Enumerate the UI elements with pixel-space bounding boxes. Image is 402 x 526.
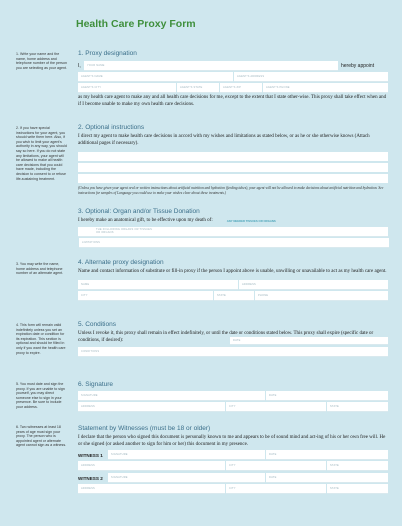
witness-1-date-field[interactable] [266,450,388,460]
witness-1-state-label: STATE [330,464,339,468]
alternate-city-field[interactable] [78,291,213,301]
witness-1-signature-field[interactable] [108,450,265,460]
section-1-heading: 1. Proxy designation [78,50,137,57]
following-organs-label: THE FOLLOWING ORGANS OR TISSUES OR ORGANS [96,227,153,234]
witness-text: I declare that the person who signed this document is personally known to me and appears to be of sound mind and act-ing of his or her own free will. He or she signed (or asked another to sign for him or her) this document in my presence. [78,435,386,447]
agent-city-field[interactable] [78,83,176,93]
signature-field[interactable] [78,391,265,401]
following-organs-field[interactable] [78,227,388,237]
signer-address-label: ADDRESS [81,405,95,408]
witness-2-state-field[interactable] [327,484,388,494]
section-2-italic-note: (Unless you have given your agent oral or written instructions about artificial nutrition and hydration (feeding tubes), your agent will not be allowed to make decisions about artificial nutrition and hydration. See instructions for samples of Language you could use to make your wishes clear about these treatments.) [78,186,384,195]
section-witnesses [78,425,388,494]
witness-1-state-field[interactable] [327,461,388,471]
agent-address-label: AGENT'S ADDRESS [237,75,265,78]
section-6-heading: 6. Signature [78,381,114,388]
signer-address-field[interactable] [78,402,225,412]
instructions-line-1[interactable] [78,152,388,161]
sidebar-note-3: 3. You may write the name, home address and telephone number of an alternate agent. [16,262,64,276]
alternate-phone-label: PHONE [258,293,269,297]
section-4-text: Name and contact information of substitute or fill-in proxy if the person I appoint above is unable, unwilling or unavailable to act as my health care agent. [78,269,387,274]
witness-1-city-label: CITY [229,464,236,468]
witness-2-state-label: STATE [330,487,339,491]
sidebar-note-2: 2. If you have special instructions for your agent, you should write them here. Also, if you wish to limit your agent's authority in any way, you should say so here. If you do not state any limitations, your agent will be allowed to make all health care decisions that you could have made, including the decision to consent to or refuse life-sustaining treatment. [16,126,67,181]
form-title: Health Care Proxy Form [76,18,196,30]
signature-date-label: DATE [269,394,277,397]
alternate-name-label: NAME [81,282,90,286]
your-name-field[interactable] [84,61,338,71]
alternate-address-field[interactable] [239,280,388,290]
section-5-heading: 5. Conditions [78,321,116,328]
witness-2-date-field[interactable] [266,473,388,483]
signer-state-field[interactable] [327,402,388,412]
section-alternate-proxy [78,259,388,301]
alternate-city-label: CITY [81,293,88,297]
section-signature [78,381,388,412]
signer-city-field[interactable] [226,402,326,412]
agent-state-field[interactable] [177,83,219,93]
agent-name-field[interactable] [78,72,233,82]
section-5-text: Unless I revoke it, this proxy shall remain in effect indefinitely, or until the date or conditions stated below. This proxy shall expire (specific date or conditions, if desired): [78,331,374,343]
witness-1-city-field[interactable] [226,461,326,471]
witness-1-label: WITNESS 1 [78,452,103,458]
alternate-phone-field[interactable] [255,291,388,301]
limitations-label: LIMITATIONS [82,240,101,244]
agent-zip-field[interactable] [220,83,262,93]
agent-state-label: AGENT'S STATE [180,86,203,89]
witness-2-address-label: ADDRESS [81,487,95,491]
witness-2-label: WITNESS 2 [78,475,103,481]
section-1-text: as my health care agent to make any and all health care decisions for me, except to the extent that I state other-wise. This proxy shall take effect when and if I become unable to make my own health care decisions. [78,95,387,107]
agent-zip-label: AGENT'S ZIP [223,86,242,89]
any-needed-option[interactable]: ANY NEEDED TISSUES OR ORGANS [226,219,276,224]
section-optional-instructions [78,124,388,195]
sidebar-note-5: 5. You must date and sign the proxy. If you are unable to sign yourself, you may direct someone else to sign in your presence. Be sure to include your address. [16,382,65,409]
witness-2-city-field[interactable] [226,484,326,494]
sidebar-note-6: 6. Two witnesses at least 18 years of age must sign your proxy. The person who is appointed agent or alternate agent cannot sign as a witness. [16,425,67,448]
alternate-state-field[interactable] [214,291,254,301]
section-organ-donation [78,208,388,248]
agent-name-label: AGENT'S NAME [81,75,103,78]
alternate-address-label: ADDRESS [242,282,256,286]
section-proxy-designation [78,50,388,108]
section-3-heading: 3. Optional: Organ and/or Tissue Donation [78,208,200,215]
witness-2-signature-field[interactable] [108,473,265,483]
section-2-heading: 2. Optional instructions [78,124,145,131]
section-conditions [78,321,388,357]
instructions-line-2[interactable] [78,163,388,172]
witness-1-address-label: ADDRESS [81,464,95,468]
agent-phone-label: AGENT'S PHONE [266,86,290,89]
sidebar-note-1: 1. Write your name and the name, home address and telephone number of the person you are selecting as your agent. [16,52,67,70]
agent-phone-field[interactable] [263,83,388,93]
alternate-state-label: STATE [217,293,226,297]
your-name-label: YOUR NAME [87,63,105,67]
agent-city-label: AGENT'S CITY [81,86,102,89]
witness-1-date-label: DATE [269,453,277,457]
witness-2-city-label: CITY [229,487,236,491]
alternate-name-field[interactable] [78,280,238,290]
hereby-appoint-text: hereby appoint [341,62,375,69]
expiration-date-field[interactable] [230,337,388,345]
witness-1-address-field[interactable] [78,461,225,471]
expiration-date-label: DATE [233,339,241,342]
signature-date-field[interactable] [266,391,388,401]
sidebar-note-4: 4. This form will remain valid indefinitely unless you set an expiration date or condition for its expiration. This section is optional and should be filled in only if you want the health care proxy to expire. [16,323,66,355]
signer-state-label: STATE [330,405,339,408]
section-2-text: I direct my agent to make health care decisions in accord with my wishes and limitations as stated below, or as he or she otherwise knows (Attach additional pages if necessary). [78,134,370,146]
instructions-line-3[interactable] [78,174,388,183]
section-4-heading: 4. Alternate proxy designation [78,259,164,266]
signer-city-label: CITY [229,405,236,408]
conditions-field[interactable] [78,347,388,357]
witness-2-address-field[interactable] [78,484,225,494]
limitations-field[interactable] [79,238,389,248]
section-3-text: I hereby make an anatomical gift, to be effective upon my death of: [78,218,213,223]
witness-2-date-label: DATE [269,476,277,480]
conditions-label: CONDITIONS [81,350,100,354]
agent-address-field[interactable] [234,72,388,82]
witness-heading: Statement by Witnesses (must be 18 or older) [78,425,211,432]
witness-1-signature-label: SIGNATURE [111,453,128,457]
i-label: I, [78,62,81,69]
witness-2-signature-label: SIGNATURE [111,476,128,480]
signature-label: SIGNATURE [81,394,98,397]
